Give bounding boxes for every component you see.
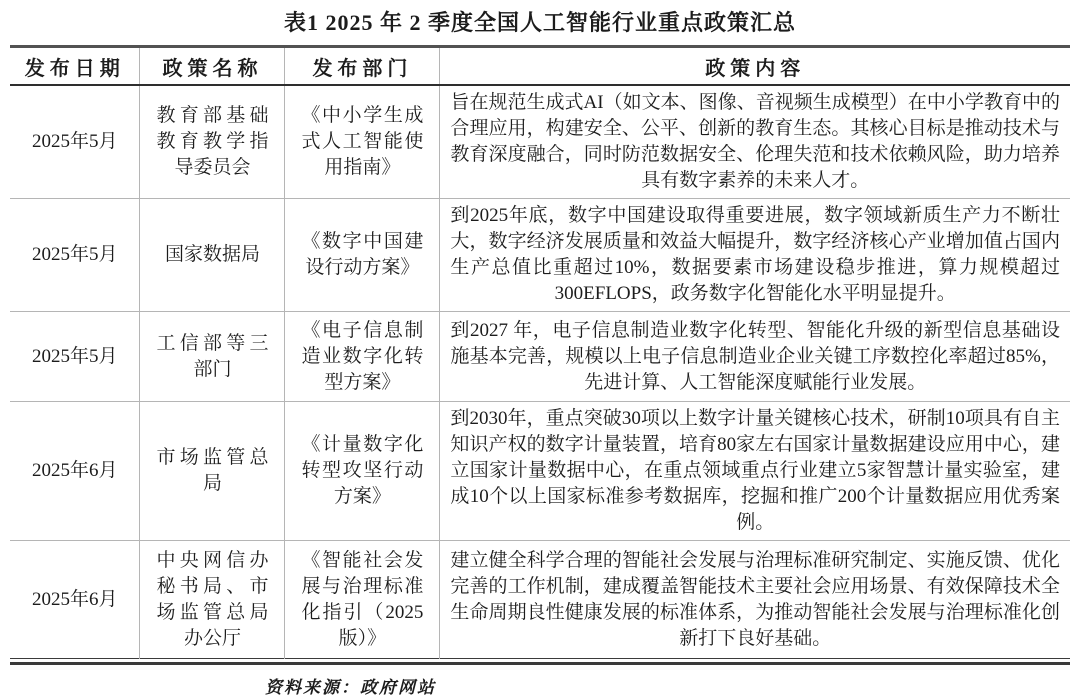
cell-policy-name: 中央网信办秘书局、市场监管总局办公厅 <box>140 541 285 659</box>
document-page <box>0 6 1080 697</box>
source-note: 资料来源：政府网站 <box>265 678 436 697</box>
cell-policy-content: 到2030年，重点突破30项以上数字计量关键核心技术，研制10项具有自主知识产权的数字计量装置，培育80家左右国家计量数据建设应用中心，建立国家计量数据中心，在重点领域重点行业建立5家智慧计量实验室，建成10个以上国家标准参考数据库，挖掘和推广200个计量数据应用优秀案例。 <box>440 402 1070 541</box>
cell-publish-date: 2025年6月 <box>10 541 140 659</box>
cell-policy-content: 建立健全科学合理的智能社会发展与治理标准研究制定、实施反馈、优化完善的工作机制，建成覆盖智能技术主要社会应用场景、有效保障技术全生命周期良性健康发展的标准体系，为推动智能社会发展与治理标准化创新打下良好基础。 <box>440 541 1070 659</box>
cell-policy-name: 市场监管总局 <box>140 402 285 541</box>
cell-publish-department: 《计量数字化转型攻坚行动方案》 <box>285 402 440 541</box>
cell-publish-department: 《电子信息制造业数字化转型方案》 <box>285 312 440 402</box>
cell-policy-content: 旨在规范生成式AI（如文本、图像、音视频生成模型）在中小学教育中的合理应用，构建安全、公平、创新的教育生态。其核心目标是推动技术与教育深度融合，同时防范数据安全、伦理失范和技术依赖风险，助力培养具有数字素养的未来人才。 <box>440 85 1070 199</box>
cell-publish-date: 2025年5月 <box>31 131 118 152</box>
table-header-row <box>10 47 1070 86</box>
table-row <box>10 402 1070 541</box>
table-row <box>10 199 1070 312</box>
header-publish-department: 发布部门 <box>285 47 440 86</box>
cell-policy-name: 工信部等三部门 <box>140 312 285 402</box>
table-row <box>10 85 1070 199</box>
cell-publish-department: 《中小学生成式人工智能使用指南》 <box>285 85 440 199</box>
cell-publish-date: 2025年5月 <box>10 312 140 402</box>
cell-policy-content: 到2027 年，电子信息制造业数字化转型、智能化升级的新型信息基础设施基本完善，规模以上电子信息制造业企业关键工序数控化率超过85%，先进计算、人工智能深度赋能行业发展。 <box>440 312 1070 402</box>
cell-policy-name: 国家数据局 <box>140 199 285 312</box>
cell-publish-department: 《数字中国建设行动方案》 <box>285 199 440 312</box>
cell-policy-content: 到2025年底，数字中国建设取得重要进展，数字领域新质生产力不断壮大，数字经济发展质量和效益大幅提升，数字经济核心产业增加值占国内生产总值比重超过10%，数据要素市场建设稳步推进，算力规模超过300EFLOPS，政务数字化智能化水平明显提升。 <box>440 199 1070 312</box>
policy-table-wrap <box>10 45 1070 665</box>
table-row <box>10 312 1070 402</box>
cell-publish-department: 《智能社会发展与治理标准化指引（2025版）》 <box>285 541 440 659</box>
cell-policy-name: 教育部基础教育教学指导委员会 <box>140 85 285 199</box>
cell-publish-date: 2025年5月 <box>10 199 140 312</box>
table-bottom-rule <box>10 659 1070 665</box>
table-title: 表1 2025 年 2 季度全国人工智能行业重点政策汇总 <box>283 10 796 35</box>
header-publish-date: 发布日期 <box>10 47 140 86</box>
header-policy-name: 政策名称 <box>140 47 285 86</box>
table-row <box>10 541 1070 659</box>
cell-publish-date: 2025年6月 <box>10 402 140 541</box>
policy-table <box>10 45 1070 659</box>
header-policy-content: 政策内容 <box>440 47 1070 86</box>
